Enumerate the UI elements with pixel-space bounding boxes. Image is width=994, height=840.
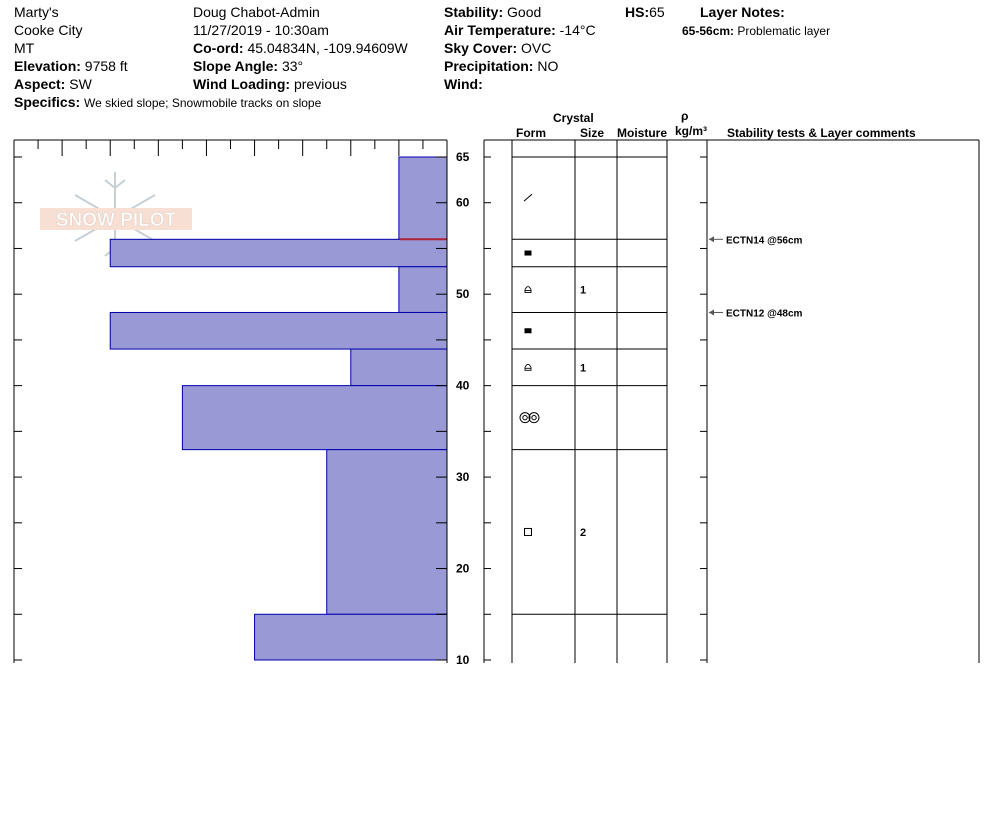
area-name: Cooke City: [14, 22, 83, 38]
hardness-bar: [351, 349, 447, 386]
slope-value: 33°: [281, 58, 304, 74]
depth-hoar-icon: [525, 287, 531, 293]
depth-tick-label: 65: [456, 150, 470, 164]
hardness-bar: [327, 450, 447, 615]
wind-label: Wind:: [444, 76, 483, 92]
faceted-crystal-icon: [525, 251, 532, 256]
slope-label: Slope Angle:: [193, 58, 279, 74]
precip-label: Precipitation:: [444, 58, 534, 74]
hardness-bars: [110, 157, 447, 660]
test-arrow-head: [709, 236, 714, 242]
hardness-bar: [182, 386, 447, 450]
depth-tick-label: 60: [456, 195, 470, 210]
watermark-text: SNOW PILOT: [55, 210, 177, 231]
depth-tick-label: 10: [456, 653, 470, 667]
elevation-label: Elevation:: [14, 58, 81, 74]
stability-label: Stability:: [444, 4, 504, 20]
right-depth-ticks: [484, 157, 707, 660]
layer-note-range: 65-56cm:: [682, 24, 735, 38]
faceted-crystal-icon: [525, 328, 532, 333]
stability-value: Good: [507, 4, 542, 20]
melt-form-icon: [523, 415, 527, 419]
sky-label: Sky Cover:: [444, 40, 518, 56]
coord-label: Co-ord:: [193, 40, 244, 56]
crystal-header: Crystal: [553, 111, 594, 125]
hardness-bar: [255, 614, 447, 660]
hs-label: HS:: [625, 4, 650, 20]
layer-notes-label: Layer Notes:: [700, 4, 785, 20]
specifics-label: Specifics:: [14, 94, 81, 110]
moisture-header: Moisture: [617, 126, 668, 140]
precip-particle-icon: [524, 194, 532, 201]
depth-tick-label: 20: [456, 561, 470, 576]
depth-hoar-icon: [525, 364, 531, 370]
air-temp-value: -14°C: [559, 22, 596, 38]
elevation-value: 9758 ft: [84, 58, 128, 74]
depth-tick-label: 40: [456, 378, 470, 393]
facet-square-icon: [525, 528, 532, 535]
air-temp-label: Air Temperature:: [444, 22, 556, 38]
wind-loading-value: previous: [293, 76, 347, 92]
observer-name: Doug Chabot-Admin: [193, 4, 320, 20]
stability-tests: [709, 235, 803, 319]
melt-form-icon: [532, 415, 536, 419]
comments-header: Stability tests & Layer comments: [727, 126, 916, 140]
density-symbol: ρ: [681, 109, 689, 123]
aspect-value: SW: [69, 76, 92, 92]
form-header: Form: [516, 126, 546, 140]
aspect-label: Aspect:: [14, 76, 66, 92]
hardness-ticks: [14, 140, 447, 156]
hardness-bar: [110, 239, 447, 266]
size-header: Size: [580, 126, 605, 140]
state-name: MT: [14, 40, 35, 56]
depth-tick-label: 30: [456, 470, 470, 485]
crystal-table: [484, 140, 979, 663]
crystal-symbols: [520, 194, 586, 539]
crystal-size-label: 2: [580, 526, 587, 539]
stability-test-label: ECTN12 @48cm: [726, 308, 803, 320]
crystal-size-label: 1: [580, 284, 587, 297]
test-arrow-head: [709, 309, 714, 315]
stability-test-label: ECTN14 @56cm: [726, 235, 803, 247]
precip-value: NO: [537, 58, 559, 74]
layer-note-text: Problematic layer: [737, 24, 831, 38]
sky-value: OVC: [521, 40, 552, 56]
coord-value: 45.04834N, -109.94609W: [247, 40, 408, 56]
location-name: Marty's: [14, 4, 59, 20]
wind-loading-label: Wind Loading:: [193, 76, 291, 92]
observation-datetime: 11/27/2019 - 10:30am: [193, 22, 329, 38]
table-row-lines: [512, 157, 667, 614]
density-unit: kg/m³: [675, 124, 708, 138]
hardness-bar: [110, 312, 447, 349]
specifics-value: We skied slope; Snowmobile tracks on slope: [84, 96, 322, 110]
hardness-bar: [399, 157, 447, 239]
hs-value: 65: [649, 4, 665, 20]
hardness-bar: [399, 267, 447, 313]
crystal-size-label: 1: [580, 362, 587, 375]
depth-tick-label: 50: [456, 287, 470, 302]
